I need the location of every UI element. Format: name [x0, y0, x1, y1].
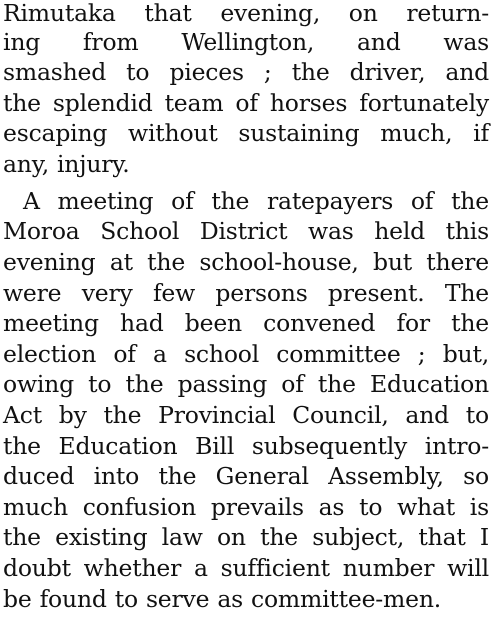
- text-line: Act by the Provincial Council, and to: [3, 401, 489, 429]
- text-line: doubt whether a sufficient number will: [3, 554, 489, 582]
- text-line: ing from Wellington, and was: [3, 28, 489, 56]
- text-line: the existing law on the subject, that I: [3, 523, 489, 551]
- text-line: be found to serve as committee-men.: [3, 585, 442, 613]
- text-line: meeting had been convened for the: [3, 309, 489, 337]
- text-line: owing to the passing of the Education: [3, 370, 489, 398]
- text-line: evening at the school-house, but there: [3, 248, 489, 276]
- text-line: A meeting of the ratepayers of the: [23, 187, 489, 215]
- text-line: Rimutaka that evening, on return-: [3, 0, 489, 27]
- text-line: much confusion prevails as to what is: [3, 493, 489, 521]
- text-line: Moroa School District was held this: [3, 217, 489, 245]
- text-line: duced into the General Assembly, so: [3, 462, 489, 490]
- text-line: any, injury.: [3, 150, 130, 178]
- text-line: the splendid team of horses fortunately: [3, 89, 489, 117]
- text-line: the Education Bill subsequently intro-: [3, 432, 489, 460]
- text-line: escaping without sustaining much, if: [3, 119, 489, 147]
- text-line: were very few persons present. The: [3, 279, 489, 307]
- text-line: election of a school committee ; but,: [3, 340, 489, 368]
- text-line: smashed to pieces ; the driver, and: [3, 58, 489, 86]
